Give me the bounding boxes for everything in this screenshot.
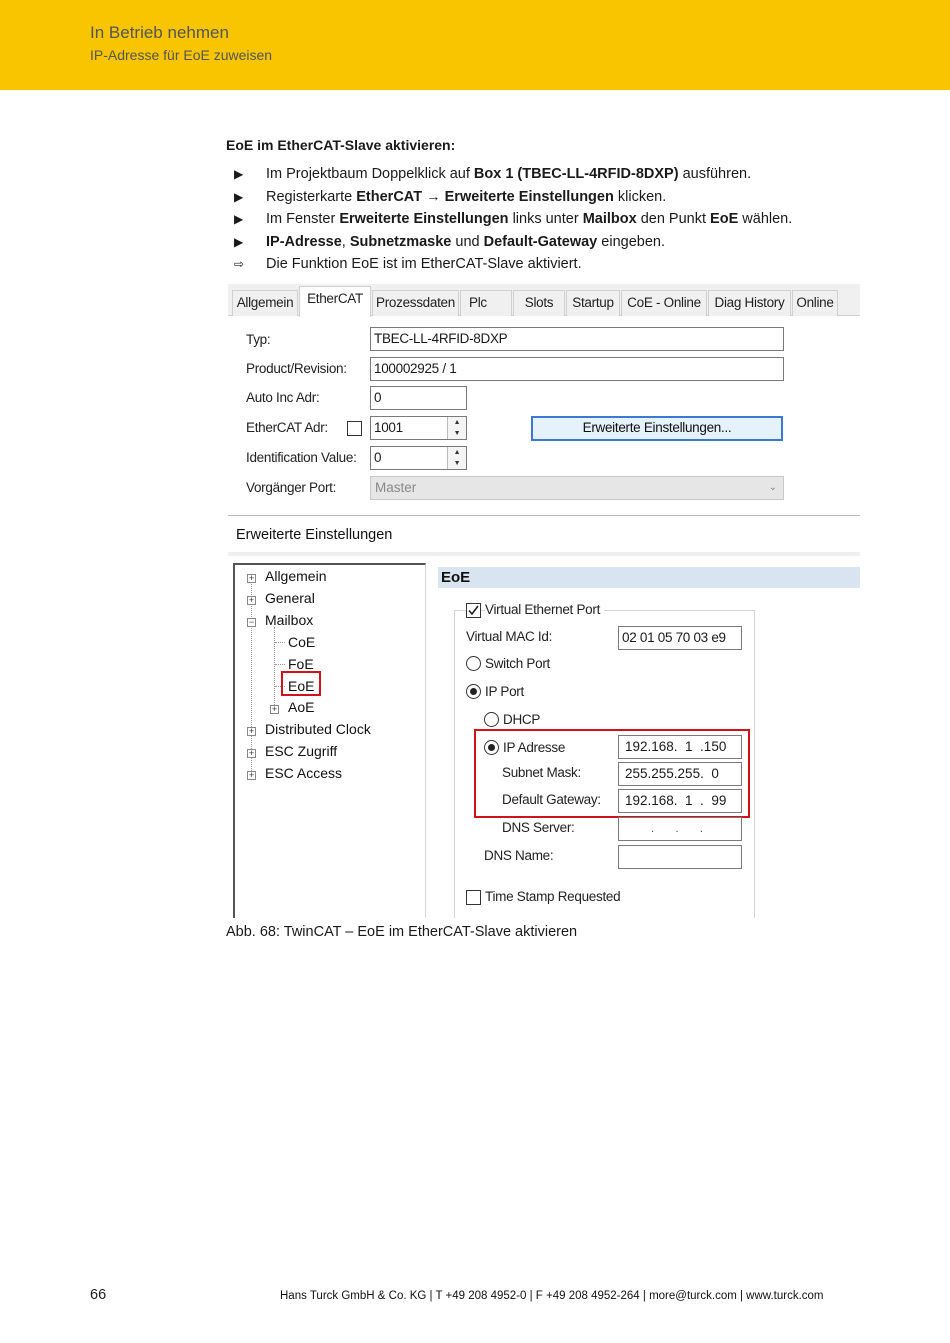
prev-port-value: Master <box>375 480 417 495</box>
tree-item-general[interactable]: General <box>265 590 315 606</box>
tree-item-esc-access[interactable]: ESC Access <box>265 765 343 781</box>
tab-coe-online[interactable]: CoE - Online <box>621 290 707 316</box>
collapse-icon[interactable]: − <box>248 617 255 627</box>
type-field[interactable]: TBEC-LL-4RFID-8DXP <box>370 327 784 351</box>
expand-icon[interactable]: + <box>248 726 255 736</box>
virtual-mac-field[interactable]: 02 01 05 70 03 e9 <box>618 626 742 650</box>
chevron-down-icon: ⌄ <box>768 482 777 493</box>
list-item: ▶ Im Fenster Erweiterte Einstellungen links unter Mailbox den Punkt EoE wählen. <box>234 211 793 227</box>
spin-buttons[interactable] <box>447 417 466 439</box>
spin-up-icon[interactable]: ▲ <box>453 449 461 456</box>
ethercat-adr-label: EtherCAT Adr: <box>246 420 328 435</box>
identification-stepper[interactable] <box>370 446 467 470</box>
virtual-mac-label: Virtual MAC Id: <box>466 629 553 644</box>
extended-settings-button[interactable]: Erweiterte Einstellungen... <box>531 416 783 441</box>
expand-icon[interactable]: + <box>248 748 255 758</box>
tab-plc[interactable]: Plc <box>460 290 512 316</box>
tab-bar <box>228 284 860 316</box>
timestamp-label: Time Stamp Requested <box>485 889 621 904</box>
subnet-mask-field[interactable]: 255.255.255. 0 <box>618 762 742 786</box>
page-number: 66 <box>90 1287 107 1303</box>
default-gateway-field[interactable]: 192.168. 1 . 99 <box>618 789 742 813</box>
section-heading: EoE im EtherCAT-Slave aktivieren: <box>226 137 456 153</box>
dns-name-label: DNS Name: <box>484 848 554 863</box>
expand-icon[interactable]: + <box>248 595 255 605</box>
switch-port-label: Switch Port <box>485 656 550 671</box>
dhcp-label: DHCP <box>503 712 541 727</box>
page-footer: Hans Turck GmbH & Co. KG | T +49 208 4952-0 | F +49 208 4952-264 | more@turck.com | www.turck.com <box>280 1290 824 1302</box>
figure-caption: Abb. 68: TwinCAT – EoE im EtherCAT-Slave aktivieren <box>226 924 578 940</box>
revision-field[interactable]: 100002925 / 1 <box>370 357 784 381</box>
step-bullet-icon: ▶ <box>234 212 244 226</box>
eoe-highlight-box <box>281 671 321 696</box>
tab-diag-history[interactable]: Diag History <box>708 290 791 316</box>
ethercat-adr-checkbox[interactable] <box>347 421 362 436</box>
switch-port-radio[interactable] <box>466 656 481 671</box>
virtual-ethernet-checkbox[interactable] <box>466 603 481 618</box>
tree-item-distributed-clock[interactable]: Distributed Clock <box>265 721 371 737</box>
step-bullet-icon: ▶ <box>234 167 244 181</box>
tab-slots[interactable]: Slots <box>513 290 565 316</box>
ip-address-radio[interactable] <box>484 740 499 755</box>
ethercat-settings-panel <box>228 284 860 518</box>
dns-server-label: DNS Server: <box>502 820 575 835</box>
ip-port-radio[interactable] <box>466 684 481 699</box>
divider <box>228 552 860 556</box>
step-bullet-icon: ▶ <box>234 234 244 249</box>
timestamp-checkbox[interactable] <box>466 890 481 905</box>
prev-port-label: Vorgänger Port: <box>246 480 337 495</box>
dns-name-field[interactable] <box>618 845 742 869</box>
prev-port-select[interactable] <box>370 476 784 500</box>
ip-address-label: IP Adresse <box>503 740 566 755</box>
tree-connector <box>275 642 285 643</box>
tree-item-coe[interactable]: CoE <box>288 634 316 650</box>
ip-port-label: IP Port <box>485 684 524 699</box>
checkmark-icon <box>467 604 480 617</box>
instruction-list <box>232 165 912 278</box>
tab-allgemein[interactable]: Allgemein <box>232 290 298 316</box>
tree-connector <box>251 579 252 775</box>
eoe-heading: EoE <box>438 567 860 588</box>
spin-buttons[interactable] <box>447 447 466 469</box>
default-gateway-label: Default Gateway: <box>502 792 601 807</box>
tab-ethercat[interactable]: EtherCAT <box>299 286 371 317</box>
tree-item-allgemein[interactable]: Allgemein <box>265 568 327 584</box>
tree-item-foe[interactable]: FoE <box>288 656 314 672</box>
list-item: ⇨ Die Funktion EoE ist im EtherCAT-Slave aktiviert. <box>234 256 582 272</box>
type-label: Typ: <box>246 332 271 347</box>
revision-label: Product/Revision: <box>246 361 347 376</box>
header-subtitle: IP-Adresse für EoE zuweisen <box>90 47 273 63</box>
ethercat-tab-body <box>228 316 860 516</box>
tree-item-aoe[interactable]: AoE <box>288 699 315 715</box>
advanced-settings-title: Erweiterte Einstellungen <box>236 527 393 543</box>
tree-item-mailbox[interactable]: Mailbox <box>265 612 314 628</box>
list-item: ▶ Im Projektbaum Doppelklick auf Box 1 (TBEC-LL-4RFID-8DXP) ausführen. <box>234 166 752 182</box>
result-bullet-icon: ⇨ <box>234 257 245 271</box>
expand-icon[interactable]: + <box>271 704 278 714</box>
tab-prozessdaten[interactable]: Prozessdaten <box>372 290 459 316</box>
spin-down-icon[interactable]: ▼ <box>453 430 461 437</box>
expand-icon[interactable]: + <box>248 770 255 780</box>
subnet-mask-label: Subnet Mask: <box>502 765 581 780</box>
virtual-ethernet-label: Virtual Ethernet Port <box>485 602 604 617</box>
ethercat-adr-value: 1001 <box>374 420 403 435</box>
list-item: ▶ IP-Adresse, Subnetzmaske und Default-Gateway eingeben. <box>234 233 665 250</box>
auto-inc-label: Auto Inc Adr: <box>246 390 320 405</box>
tree-connector <box>275 664 285 665</box>
settings-tree <box>233 563 426 918</box>
tab-startup[interactable]: Startup <box>566 290 620 316</box>
header-title: In Betrieb nehmen <box>90 23 229 42</box>
spin-down-icon[interactable]: ▼ <box>453 460 461 467</box>
identification-label: Identification Value: <box>246 450 357 465</box>
ip-address-field[interactable]: 192.168. 1 .150 <box>618 735 742 759</box>
step-bullet-icon: ▶ <box>234 189 244 204</box>
expand-icon[interactable]: + <box>248 573 255 583</box>
tree-item-eoe[interactable]: EoE <box>288 678 315 694</box>
dns-server-field[interactable]: . . . <box>618 817 742 841</box>
auto-inc-field[interactable]: 0 <box>370 386 467 410</box>
page-header <box>0 0 950 90</box>
identification-value: 0 <box>374 450 382 465</box>
tab-online[interactable]: Online <box>792 290 838 316</box>
arrow-right-icon: → <box>426 188 441 205</box>
tree-connector <box>274 627 275 709</box>
tree-item-esc-zugriff[interactable]: ESC Zugriff <box>265 743 338 759</box>
list-item: ▶ Registerkarte EtherCAT → Erweiterte Einstellungen klicken. <box>234 188 667 205</box>
ethercat-adr-stepper[interactable] <box>370 416 467 440</box>
dhcp-radio[interactable] <box>484 712 499 727</box>
spin-up-icon[interactable]: ▲ <box>453 419 461 426</box>
